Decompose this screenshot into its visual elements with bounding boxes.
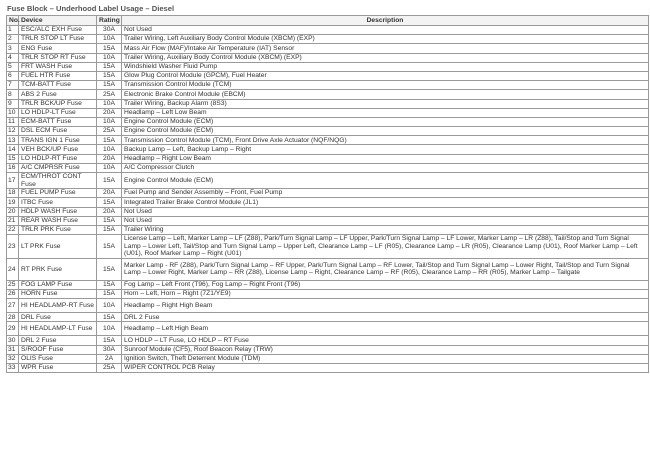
cell-device: HI HEADLAMP-RT Fuse bbox=[19, 299, 97, 313]
table-row bbox=[7, 189, 649, 198]
cell-no: 13 bbox=[7, 136, 19, 145]
header-rating: Rating bbox=[97, 16, 122, 26]
cell-device: A/C CMPRSR Fuse bbox=[19, 163, 97, 172]
cell-device: ABS 2 Fuse bbox=[19, 90, 97, 99]
table-row bbox=[7, 280, 649, 289]
cell-no: 8 bbox=[7, 90, 19, 99]
cell-device: TCM-BATT Fuse bbox=[19, 81, 97, 90]
cell-no: 14 bbox=[7, 145, 19, 154]
cell-description: Trailer Wiring bbox=[122, 225, 649, 234]
cell-rating: 20A bbox=[97, 154, 122, 163]
cell-rating: 25A bbox=[97, 364, 122, 373]
cell-no: 29 bbox=[7, 322, 19, 336]
table-row bbox=[7, 117, 649, 126]
cell-device: ENG Fuse bbox=[19, 44, 97, 53]
cell-no: 2 bbox=[7, 35, 19, 44]
cell-no: 5 bbox=[7, 62, 19, 71]
fuse-table bbox=[6, 15, 649, 373]
cell-rating: 20A bbox=[97, 207, 122, 216]
table-row bbox=[7, 290, 649, 299]
cell-rating: 15A bbox=[97, 81, 122, 90]
cell-rating: 15A bbox=[97, 280, 122, 289]
cell-description: Not Used bbox=[122, 207, 649, 216]
cell-rating: 15A bbox=[97, 71, 122, 80]
cell-device: REAR WASH Fuse bbox=[19, 216, 97, 225]
header-description: Description bbox=[122, 16, 649, 26]
cell-no: 10 bbox=[7, 108, 19, 117]
cell-device: ESC/ALC EXH Fuse bbox=[19, 26, 97, 35]
cell-rating: 15A bbox=[97, 44, 122, 53]
cell-rating: 10A bbox=[97, 163, 122, 172]
cell-device: ITBC Fuse bbox=[19, 198, 97, 207]
table-row bbox=[7, 299, 649, 313]
cell-rating: 20A bbox=[97, 108, 122, 117]
table-row bbox=[7, 99, 649, 108]
cell-device: LT PRK Fuse bbox=[19, 235, 97, 259]
table-row bbox=[7, 71, 649, 80]
cell-device: ECM/THROT CONT Fuse bbox=[19, 173, 97, 189]
table-row bbox=[7, 62, 649, 71]
cell-description: Fuel Pump and Sender Assembly – Front, Fuel Pump bbox=[122, 189, 649, 198]
cell-no: 33 bbox=[7, 364, 19, 373]
cell-device: DRL Fuse bbox=[19, 313, 97, 322]
cell-device: HORN Fuse bbox=[19, 290, 97, 299]
cell-description: Trailer Wiring, Left Auxiliary Body Control Module (XBCM) (EXP) bbox=[122, 35, 649, 44]
cell-description: Engine Control Module (ECM) bbox=[122, 117, 649, 126]
table-row bbox=[7, 154, 649, 163]
cell-device: LO HDLP-LT Fuse bbox=[19, 108, 97, 117]
cell-description: Headlamp – Left Low Beam bbox=[122, 108, 649, 117]
table-row bbox=[7, 313, 649, 322]
cell-rating: 15A bbox=[97, 235, 122, 259]
cell-no: 9 bbox=[7, 99, 19, 108]
cell-no: 21 bbox=[7, 216, 19, 225]
cell-no: 32 bbox=[7, 354, 19, 363]
cell-description: DRL 2 Fuse bbox=[122, 313, 649, 322]
cell-device: RT PRK Fuse bbox=[19, 258, 97, 280]
cell-description: Transmission Control Module (TCM) bbox=[122, 81, 649, 90]
table-row bbox=[7, 108, 649, 117]
cell-no: 3 bbox=[7, 44, 19, 53]
cell-description: Headlamp – Right Low Beam bbox=[122, 154, 649, 163]
cell-description: Engine Control Module (ECM) bbox=[122, 127, 649, 136]
table-row bbox=[7, 173, 649, 189]
cell-no: 7 bbox=[7, 81, 19, 90]
cell-rating: 20A bbox=[97, 189, 122, 198]
cell-no: 19 bbox=[7, 198, 19, 207]
table-row bbox=[7, 345, 649, 354]
cell-description: A/C Compressor Clutch bbox=[122, 163, 649, 172]
cell-description: Engine Control Module (ECM) bbox=[122, 173, 649, 189]
cell-description: Horn – Left, Horn – Right (7Z1/YE9) bbox=[122, 290, 649, 299]
cell-rating: 10A bbox=[97, 99, 122, 108]
cell-description: Ignition Switch, Theft Deterrent Module (TDM) bbox=[122, 354, 649, 363]
fuse-table-body bbox=[7, 26, 649, 373]
cell-rating: 15A bbox=[97, 136, 122, 145]
table-row bbox=[7, 53, 649, 62]
cell-device: ECM-BATT Fuse bbox=[19, 117, 97, 126]
cell-device: FUEL PUMP Fuse bbox=[19, 189, 97, 198]
cell-device: S/ROOF Fuse bbox=[19, 345, 97, 354]
table-row bbox=[7, 336, 649, 345]
cell-description: WIPER CONTROL PCB Relay bbox=[122, 364, 649, 373]
cell-no: 6 bbox=[7, 71, 19, 80]
cell-device: TRLR STOP LT Fuse bbox=[19, 35, 97, 44]
cell-description: Mass Air Flow (MAF)/Intake Air Temperature (IAT) Sensor bbox=[122, 44, 649, 53]
cell-description: Transmission Control Module (TCM), Front Drive Axle Actuator (NQF/NQG) bbox=[122, 136, 649, 145]
table-caption: Fuse Block – Underhood Label Usage – Diesel bbox=[7, 4, 175, 13]
table-row bbox=[7, 235, 649, 259]
cell-no: 17 bbox=[7, 173, 19, 189]
cell-rating: 25A bbox=[97, 127, 122, 136]
cell-rating: 30A bbox=[97, 26, 122, 35]
cell-rating: 10A bbox=[97, 117, 122, 126]
table-row bbox=[7, 216, 649, 225]
cell-rating: 15A bbox=[97, 313, 122, 322]
cell-description: Trailer Wiring, Auxiliary Body Control Module (XBCM) (EXP) bbox=[122, 53, 649, 62]
cell-description: Sunroof Module (CF5), Roof Beacon Relay (TRW) bbox=[122, 345, 649, 354]
cell-no: 22 bbox=[7, 225, 19, 234]
cell-rating: 10A bbox=[97, 299, 122, 313]
cell-rating: 25A bbox=[97, 90, 122, 99]
cell-device: TRLR BCK/UP Fuse bbox=[19, 99, 97, 108]
cell-no: 27 bbox=[7, 299, 19, 313]
cell-description: Backup Lamp – Left, Backup Lamp – Right bbox=[122, 145, 649, 154]
cell-device: HDLP WASH Fuse bbox=[19, 207, 97, 216]
cell-rating: 15A bbox=[97, 258, 122, 280]
cell-device: FUEL HTR Fuse bbox=[19, 71, 97, 80]
header-no: No. bbox=[7, 16, 19, 26]
table-row bbox=[7, 26, 649, 35]
cell-no: 20 bbox=[7, 207, 19, 216]
cell-no: 16 bbox=[7, 163, 19, 172]
cell-no: 15 bbox=[7, 154, 19, 163]
cell-rating: 10A bbox=[97, 322, 122, 336]
table-row bbox=[7, 35, 649, 44]
header-device: Device bbox=[19, 16, 97, 26]
cell-rating: 15A bbox=[97, 290, 122, 299]
cell-rating: 15A bbox=[97, 173, 122, 189]
cell-no: 24 bbox=[7, 258, 19, 280]
table-row bbox=[7, 90, 649, 99]
table-row bbox=[7, 163, 649, 172]
cell-description: Fog Lamp – Left Front (T96), Fog Lamp – Right Front (T96) bbox=[122, 280, 649, 289]
cell-rating: 15A bbox=[97, 62, 122, 71]
table-row bbox=[7, 145, 649, 154]
table-row bbox=[7, 258, 649, 280]
cell-description: Headlamp – Right High Beam bbox=[122, 299, 649, 313]
cell-description: Trailer Wiring, Backup Alarm (8S3) bbox=[122, 99, 649, 108]
cell-description: Windshield Washer Fluid Pump bbox=[122, 62, 649, 71]
table-row bbox=[7, 207, 649, 216]
cell-no: 28 bbox=[7, 313, 19, 322]
cell-device: TRLR STOP RT Fuse bbox=[19, 53, 97, 62]
cell-rating: 15A bbox=[97, 336, 122, 345]
table-row bbox=[7, 322, 649, 336]
cell-rating: 2A bbox=[97, 354, 122, 363]
cell-device: LO HDLP-RT Fuse bbox=[19, 154, 97, 163]
cell-no: 4 bbox=[7, 53, 19, 62]
cell-device: OLIS Fuse bbox=[19, 354, 97, 363]
cell-no: 25 bbox=[7, 280, 19, 289]
cell-description: License Lamp – Left, Marker Lamp – LF (Z88), Park/Turn Signal Lamp – LF Upper, Park/Turn Signal Lamp – LF Lower, Marker Lamp – LR (Z88), Tail/Stop and Turn Signal Lamp – Lower Left, Tail/Stop and Turn Signal Lamp – Upper Left, Clearance Lamp – LF (R05), Clearance Lamp – LR (R05), Clearance Lamp (U01), Roof Marker Lamp – Left (U01), Roof Marker Lamp – Right (U01) bbox=[122, 235, 649, 259]
cell-device: VEH BCK/UP Fuse bbox=[19, 145, 97, 154]
cell-description: Glow Plug Control Module (GPCM), Fuel Heater bbox=[122, 71, 649, 80]
cell-no: 18 bbox=[7, 189, 19, 198]
cell-no: 1 bbox=[7, 26, 19, 35]
cell-rating: 30A bbox=[97, 345, 122, 354]
cell-rating: 10A bbox=[97, 145, 122, 154]
cell-description: Marker Lamp - RF (Z88), Park/Turn Signal Lamp – RF Upper, Park/Turn Signal Lamp – RF Lower, Tail/Stop and Turn Signal Lamp – Lower Right, Tail/Stop and Turn Signal Lamp – Lower Right, Marker Lamp – RR (Z88), License Lamp – Right, Clearance Lamp – RF (R05), Clearance Lamp – RR (R05), Marker Lamp – Tailgate bbox=[122, 258, 649, 280]
table-row bbox=[7, 81, 649, 90]
cell-device: FRT WASH Fuse bbox=[19, 62, 97, 71]
cell-rating: 15A bbox=[97, 198, 122, 207]
cell-device: TRLR PRK Fuse bbox=[19, 225, 97, 234]
table-row bbox=[7, 364, 649, 373]
cell-description: Electronic Brake Control Module (EBCM) bbox=[122, 90, 649, 99]
table-row bbox=[7, 136, 649, 145]
header-row bbox=[7, 16, 649, 26]
cell-description: Not Used bbox=[122, 26, 649, 35]
cell-no: 12 bbox=[7, 127, 19, 136]
cell-device: FOG LAMP Fuse bbox=[19, 280, 97, 289]
cell-description: Headlamp – Left High Beam bbox=[122, 322, 649, 336]
cell-no: 26 bbox=[7, 290, 19, 299]
cell-description: Not Used bbox=[122, 216, 649, 225]
cell-no: 23 bbox=[7, 235, 19, 259]
cell-description: Integrated Trailer Brake Control Module (JL1) bbox=[122, 198, 649, 207]
table-row bbox=[7, 198, 649, 207]
cell-description: LO HDLP – LT Fuse, LO HDLP – RT Fuse bbox=[122, 336, 649, 345]
cell-device: DRL 2 Fuse bbox=[19, 336, 97, 345]
cell-device: WPR Fuse bbox=[19, 364, 97, 373]
table-row bbox=[7, 127, 649, 136]
cell-rating: 10A bbox=[97, 35, 122, 44]
cell-device: TRANS IGN 1 Fuse bbox=[19, 136, 97, 145]
cell-device: DSL ECM Fuse bbox=[19, 127, 97, 136]
cell-device: HI HEADLAMP-LT Fuse bbox=[19, 322, 97, 336]
cell-rating: 15A bbox=[97, 225, 122, 234]
cell-no: 11 bbox=[7, 117, 19, 126]
cell-rating: 15A bbox=[97, 216, 122, 225]
cell-rating: 10A bbox=[97, 53, 122, 62]
table-row bbox=[7, 354, 649, 363]
table-row bbox=[7, 44, 649, 53]
cell-no: 31 bbox=[7, 345, 19, 354]
table-row bbox=[7, 225, 649, 234]
cell-no: 30 bbox=[7, 336, 19, 345]
